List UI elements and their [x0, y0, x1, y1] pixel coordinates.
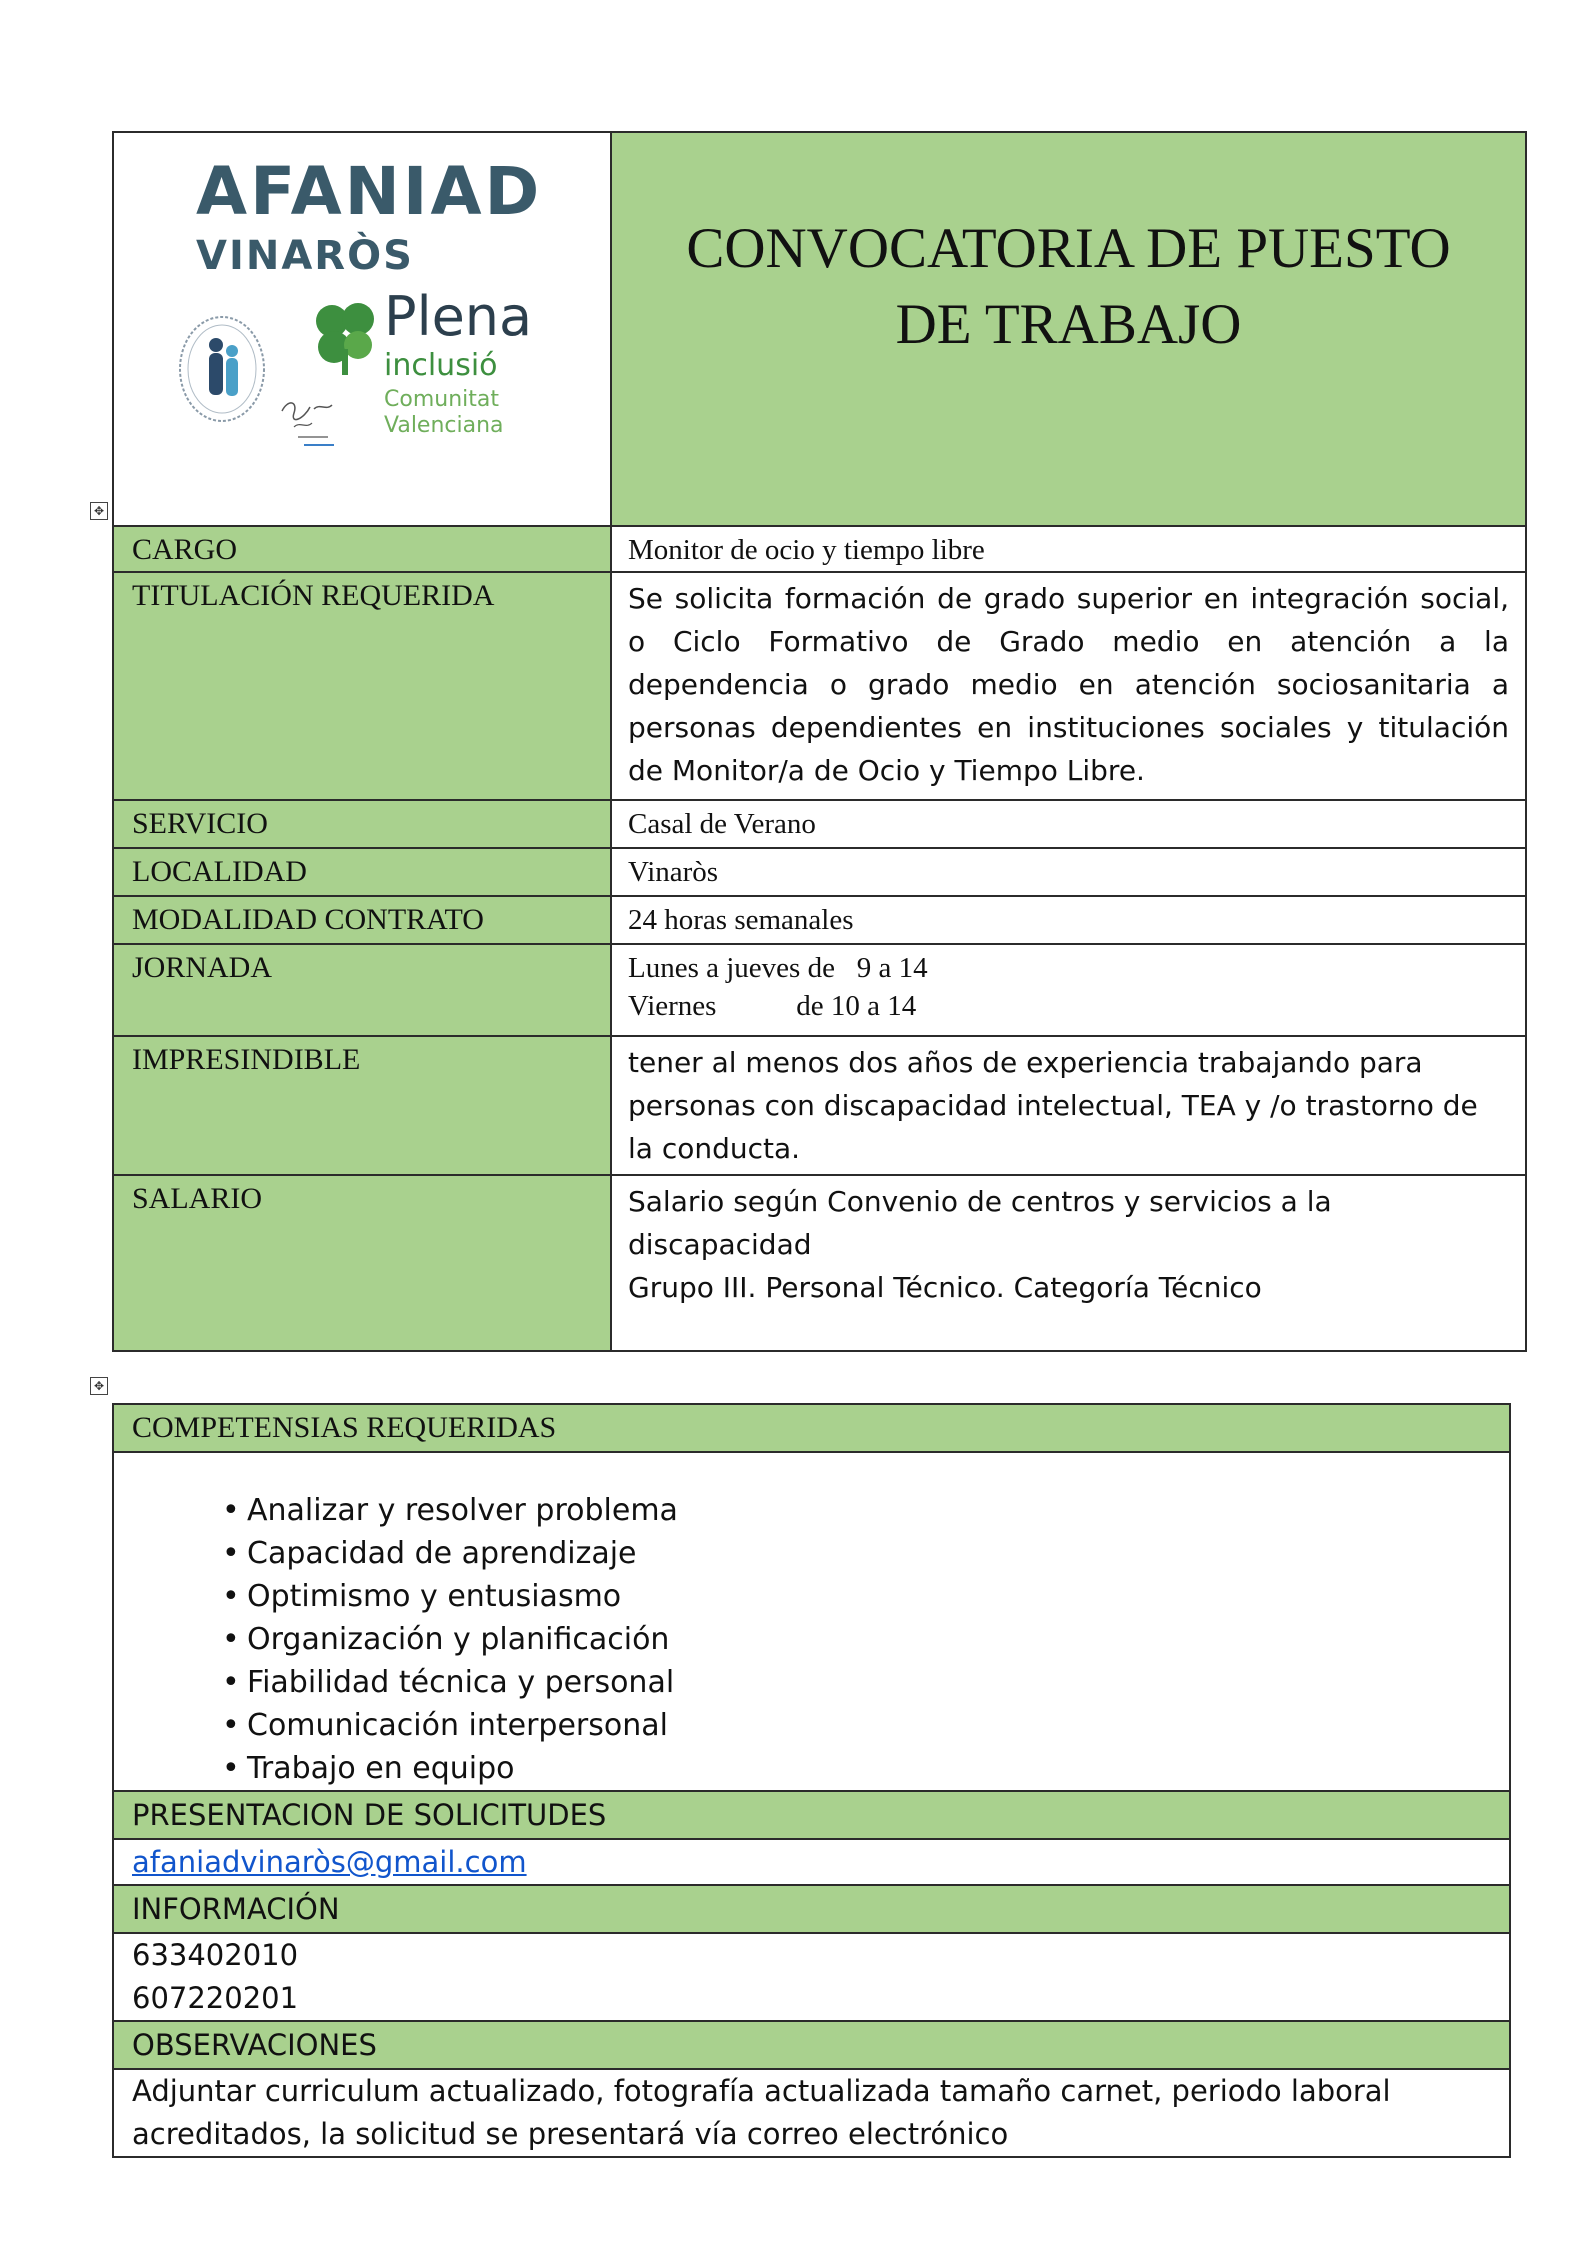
table-move-handle-bottom[interactable]: ✥ [90, 1377, 108, 1395]
header-row [113, 132, 1526, 526]
competencias-cell [113, 1452, 1510, 1791]
application-table [112, 1403, 1511, 2158]
localidad-value: Vinaròs [611, 848, 1526, 896]
competencias-header: COMPETENSIAS REQUERIDAS [113, 1404, 1510, 1452]
impresindible-value: tener al menos dos años de experiencia trabajando para personas con discapacidad intelectual, TEA y /o trastorno de la conducta. [611, 1036, 1526, 1175]
informacion-cell [113, 1933, 1510, 2021]
seal-icon [176, 313, 268, 425]
page-title [612, 133, 1525, 363]
logo-town: VINARÒS [196, 233, 414, 279]
informacion-row [113, 1933, 1510, 2021]
servicio-value: Casal de Verano [611, 800, 1526, 848]
signature-icon [274, 393, 354, 453]
phone-1: 633402010 [132, 1938, 299, 1972]
salario-label: SALARIO [113, 1175, 611, 1351]
logo-cell [113, 132, 611, 526]
partner-logo-name: Plena [384, 285, 533, 348]
presentacion-row [113, 1839, 1510, 1885]
row-servicio [113, 800, 1526, 848]
jornada-value [611, 944, 1526, 1036]
logo-name: AFANIAD [196, 153, 543, 230]
title-line-1: CONVOCATORIA DE PUESTO [686, 217, 1451, 280]
salario-value [611, 1175, 1526, 1351]
titulacion-value: Se solicita formación de grado superior en integración social, o Ciclo Formativo de Grado medio en atención a la dependencia o grado medio en atención sociosanitaria a personas dependientes en instituciones sociales y titulación de Monitor/a de Ocio y Tiempo Libre. [611, 572, 1526, 800]
localidad-label: LOCALIDAD [113, 848, 611, 896]
title-line-2: DE TRABAJO [895, 293, 1242, 356]
competencias-row [113, 1452, 1510, 1791]
informacion-header: INFORMACIÓN [113, 1885, 1510, 1933]
modalidad-label: MODALIDAD CONTRATO [113, 896, 611, 944]
observaciones-cell: Adjuntar curriculum actualizado, fotografía actualizada tamaño carnet, periodo laboral acreditados, la solicitud se presentará vía correo electrónico [113, 2069, 1510, 2157]
competencias-header-row [113, 1404, 1510, 1452]
titulacion-label: TITULACIÓN REQUERIDA [113, 572, 611, 800]
row-impresindible [113, 1036, 1526, 1175]
row-cargo [113, 526, 1526, 572]
salario-line-1: Salario según Convenio de centros y servicios a la discapacidad [628, 1185, 1332, 1261]
row-localidad [113, 848, 1526, 896]
list-item: • Optimismo y entusiasmo [132, 1575, 1509, 1618]
jornada-line-2: Viernes de 10 a 14 [628, 990, 917, 1022]
modalidad-value: 24 horas semanales [611, 896, 1526, 944]
row-titulacion [113, 572, 1526, 800]
partner-logo-sub: inclusió [384, 348, 498, 383]
impresindible-label: IMPRESINDIBLE [113, 1036, 611, 1175]
salario-line-2: Grupo III. Personal Técnico. Categoría Técnico [628, 1271, 1262, 1304]
jornada-label: JORNADA [113, 944, 611, 1036]
jornada-line-1: Lunes a jueves de 9 a 14 [628, 952, 928, 984]
presentacion-header-row [113, 1791, 1510, 1839]
list-item: • Analizar y resolver problema [132, 1489, 1509, 1532]
row-jornada [113, 944, 1526, 1036]
partner-logo-region-2: Valenciana [384, 413, 504, 438]
list-item: • Organización y planificación [132, 1618, 1509, 1661]
row-modalidad [113, 896, 1526, 944]
row-salario [113, 1175, 1526, 1351]
observaciones-header: OBSERVACIONES [113, 2021, 1510, 2069]
list-item: • Capacidad de aprendizaje [132, 1532, 1509, 1575]
table-move-handle-top[interactable]: ✥ [90, 502, 108, 520]
observaciones-header-row [113, 2021, 1510, 2069]
email-link[interactable]: afaniadvinaròs@gmail.com [132, 1845, 527, 1879]
presentacion-header: PRESENTACION DE SOLICITUDES [113, 1791, 1510, 1839]
title-cell [611, 132, 1526, 526]
cargo-value: Monitor de ocio y tiempo libre [611, 526, 1526, 572]
informacion-header-row [113, 1885, 1510, 1933]
presentacion-cell [113, 1839, 1510, 1885]
observaciones-row [113, 2069, 1510, 2157]
clover-icon [312, 299, 378, 375]
competencias-list [132, 1453, 1509, 1790]
list-item: • Fiabilidad técnica y personal [132, 1661, 1509, 1704]
servicio-label: SERVICIO [113, 800, 611, 848]
list-item: • Trabajo en equipo [132, 1747, 1509, 1790]
phone-2: 607220201 [132, 1981, 299, 2015]
cargo-label: CARGO [113, 526, 611, 572]
job-details-table [112, 131, 1527, 1352]
partner-logo-region-1: Comunitat [384, 387, 499, 412]
list-item: • Comunicación interpersonal [132, 1704, 1509, 1747]
